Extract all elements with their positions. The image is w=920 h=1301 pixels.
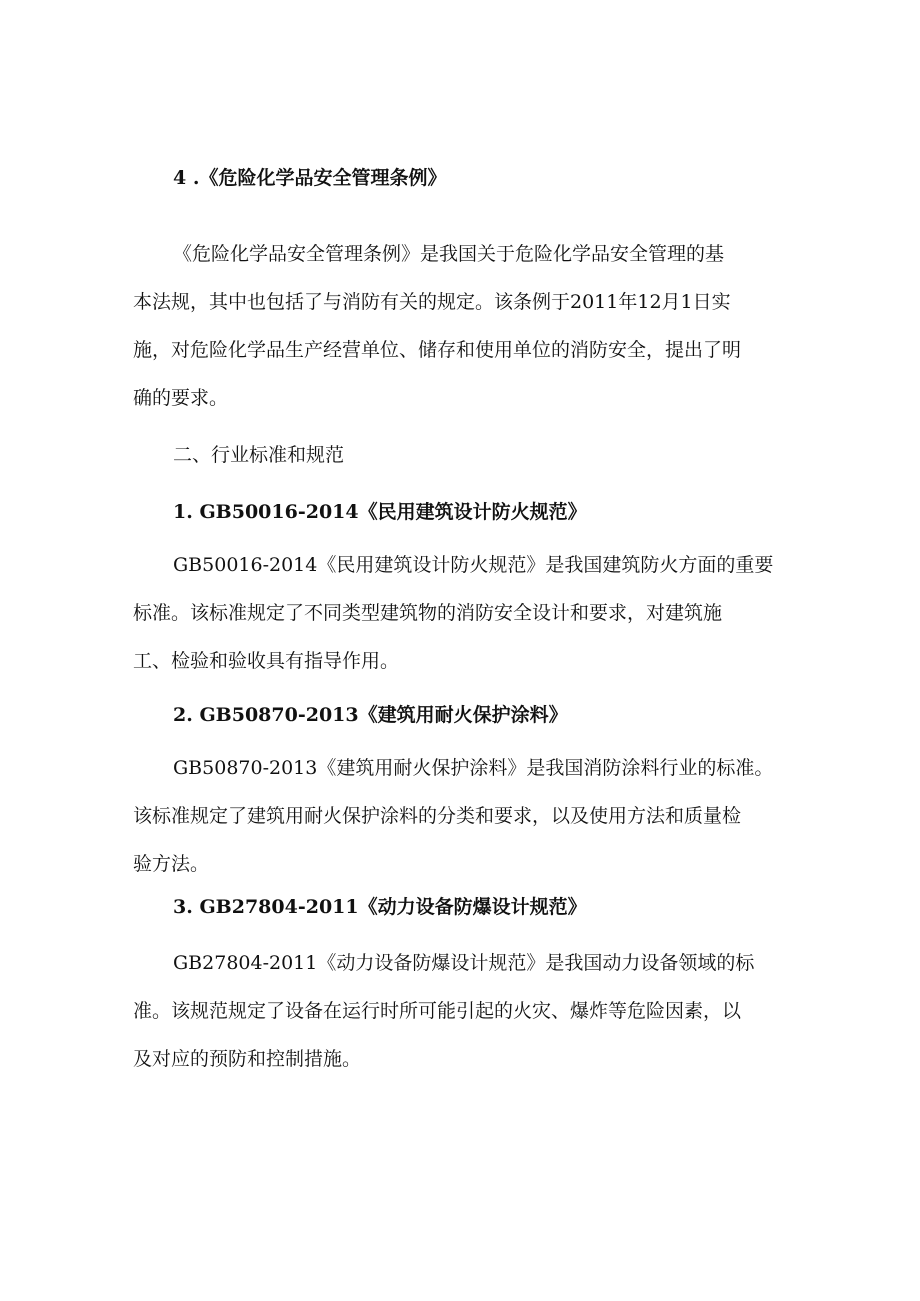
item4-heading: 4 .《危险化学品安全管理条例》: [173, 167, 447, 189]
standard2-body-line-2: 该标准规定了建筑用耐火保护涂料的分类和要求，以及使用方法和质量检: [133, 805, 742, 827]
standard2-heading: 2. GB50870-2013《建筑用耐火保护涂料》: [173, 704, 568, 726]
item4-body-line-1: 《危险化学品安全管理条例》是我国关于危险化学品安全管理的基: [173, 243, 725, 265]
standard1-body-line-1: GB50016-2014《民用建筑设计防火规范》是我国建筑防火方面的重要: [173, 554, 774, 576]
standard3-heading: 3. GB27804-2011《动力设备防爆设计规范》: [173, 896, 587, 918]
standard3-body-line-1: GB27804-2011《动力设备防爆设计规范》是我国动力设备领域的标: [173, 952, 755, 974]
standard3-body-line-2: 准。该规范规定了设备在运行时所可能引起的火灾、爆炸等危险因素，以: [133, 1000, 742, 1022]
standard2-body-line-1: GB50870-2013《建筑用耐火保护涂料》是我国消防涂料行业的标准。: [173, 757, 774, 779]
standard1-body-line-2: 标准。该标准规定了不同类型建筑物的消防安全设计和要求，对建筑施: [133, 602, 723, 624]
standard3-body-line-3: 及对应的预防和控制措施。: [133, 1048, 362, 1070]
section2-heading: 二、行业标准和规范: [173, 444, 345, 466]
item4-body-line-2: 本法规，其中也包括了与消防有关的规定。该条例于2011年12月1日实: [133, 291, 731, 313]
item4-body-line-3: 施，对危险化学品生产经营单位、储存和使用单位的消防安全，提出了明: [133, 339, 742, 361]
standard1-heading: 1. GB50016-2014《民用建筑设计防火规范》: [173, 501, 587, 523]
standard2-body-line-3: 验方法。: [133, 853, 210, 875]
item4-body-line-4: 确的要求。: [133, 387, 229, 409]
standard1-body-line-3: 工、检验和验收具有指导作用。: [133, 650, 400, 672]
